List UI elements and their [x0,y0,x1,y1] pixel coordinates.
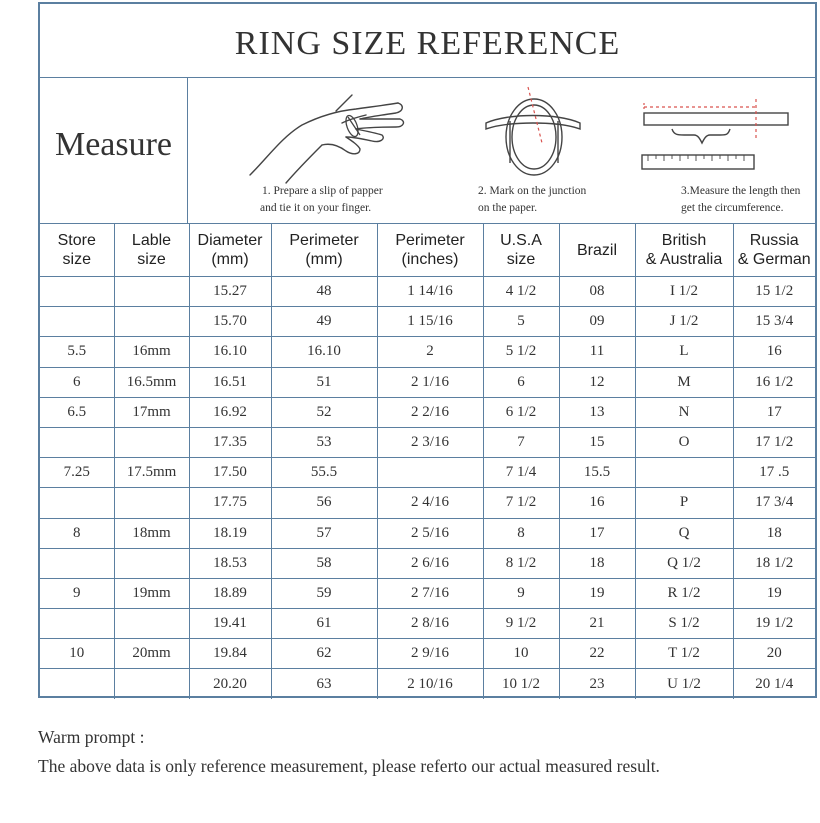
table-cell: 53 [271,427,377,457]
column-header-line-1: Russia [749,232,799,249]
step-3 [628,77,815,223]
step-3-caption-line-2: get the circumference. [681,202,784,214]
table-cell: 2 8/16 [377,609,483,639]
column-header [40,224,114,277]
table-cell: 18.89 [189,578,271,608]
column-header [635,224,733,277]
table-cell: P [635,488,733,518]
table-cell: 16 1/2 [733,367,815,397]
table-cell: 17 [559,518,635,548]
table-cell: 57 [271,518,377,548]
table-cell: N [635,397,733,427]
table-cell: 19.41 [189,609,271,639]
table-row [40,307,815,337]
column-header-line-2: (mm) [211,251,249,268]
table-cell: 18mm [114,518,189,548]
table-cell: 61 [271,609,377,639]
table-cell [114,427,189,457]
table-row [40,669,815,699]
table-cell [40,548,114,578]
table-cell: 21 [559,609,635,639]
table-cell [114,488,189,518]
table-cell: 55.5 [271,458,377,488]
table-cell: 20.20 [189,669,271,699]
table-cell: 20 [733,639,815,669]
table-cell: 9 [483,578,559,608]
table-cell: 16.51 [189,367,271,397]
table-cell: 17.75 [189,488,271,518]
column-header-line-2: & Australia [645,251,723,268]
table-cell: L [635,337,733,367]
table-cell [114,669,189,699]
table-cell: 17 .5 [733,458,815,488]
table-cell: U 1/2 [635,669,733,699]
table-row [40,337,815,367]
table-cell: 48 [271,277,377,307]
table-cell: M [635,367,733,397]
column-header [189,224,271,277]
table-cell: 17.35 [189,427,271,457]
table-cell: 7 1/4 [483,458,559,488]
size-table [40,224,815,699]
table-cell: 19 [559,578,635,608]
warm-prompt-heading: Warm prompt : [38,727,145,747]
column-header-line-1: Store [57,232,96,249]
table-cell: 09 [559,307,635,337]
column-header-line-2: size [62,251,91,268]
table-header-row [40,224,815,277]
column-header-line-1: Brazil [576,241,617,259]
table-cell [114,609,189,639]
table-cell [40,277,114,307]
table-cell: 7.25 [40,458,114,488]
column-header-line-1: British [661,232,707,249]
table-cell: 17 3/4 [733,488,815,518]
step-2-caption-line-1: 2. Mark on the junction [478,185,587,197]
table-cell: 49 [271,307,377,337]
column-header [377,224,483,277]
table-cell: 8 1/2 [483,548,559,578]
warm-prompt-text: The above data is only reference measurement, please referto our actual measured result. [38,756,660,776]
table-cell: 9 1/2 [483,609,559,639]
table-cell: 1 14/16 [377,277,483,307]
table-cell: 2 5/16 [377,518,483,548]
table-cell: 19 [733,578,815,608]
table-cell: 16.10 [271,337,377,367]
table-cell: 15 3/4 [733,307,815,337]
table-row [40,518,815,548]
column-header-line-1: Perimeter [289,232,359,249]
ring-size-chart [38,2,817,698]
table-cell: 4 1/2 [483,277,559,307]
column-header [483,224,559,277]
table-cell: Q 1/2 [635,548,733,578]
table-cell: 19 1/2 [733,609,815,639]
measure-instructions [40,77,815,224]
table-cell: 2 4/16 [377,488,483,518]
table-row [40,458,815,488]
table-cell: 17mm [114,397,189,427]
table-cell: 6.5 [40,397,114,427]
step-3-caption-line-1: 3.Measure the length then [681,185,801,197]
table-row [40,367,815,397]
table-row [40,488,815,518]
table-cell: 17.5mm [114,458,189,488]
table-cell: R 1/2 [635,578,733,608]
table-cell: Q [635,518,733,548]
table-cell: 2 7/16 [377,578,483,608]
table-cell: T 1/2 [635,639,733,669]
table-cell: 17 [733,397,815,427]
table-cell: 8 [40,518,114,548]
table-cell: 9 [40,578,114,608]
measure-label: Measure [40,77,188,223]
table-cell: 6 1/2 [483,397,559,427]
table-cell: 23 [559,669,635,699]
table-cell: 16.92 [189,397,271,427]
column-header-line-1: Perimeter [395,232,465,249]
table-cell: S 1/2 [635,609,733,639]
table-cell: 10 [40,639,114,669]
table-cell [114,307,189,337]
table-cell: 17.50 [189,458,271,488]
table-cell: 16 [733,337,815,367]
table-cell [377,458,483,488]
table-cell: 8 [483,518,559,548]
column-header-line-1: Lable [131,232,172,249]
table-cell: 5 1/2 [483,337,559,367]
column-header-line-2: (inches) [401,251,459,268]
table-cell: 13 [559,397,635,427]
table-cell: 2 10/16 [377,669,483,699]
table-cell: 19.84 [189,639,271,669]
table-cell: 19mm [114,578,189,608]
table-cell: 51 [271,367,377,397]
table-cell: 16.10 [189,337,271,367]
table-cell: 2 3/16 [377,427,483,457]
step-1 [190,77,428,223]
table-cell: 2 9/16 [377,639,483,669]
table-cell [114,277,189,307]
table-row [40,427,815,457]
table-cell: 5.5 [40,337,114,367]
table-cell: 6 [483,367,559,397]
step-1-caption-line-2: and tie it on your finger. [260,202,372,214]
table-cell [114,548,189,578]
table-cell: 2 [377,337,483,367]
table-cell: 22 [559,639,635,669]
table-cell: 58 [271,548,377,578]
step-2-caption-line-2: on the paper. [478,202,538,214]
table-row [40,639,815,669]
table-cell: 10 1/2 [483,669,559,699]
table-cell: J 1/2 [635,307,733,337]
table-row [40,609,815,639]
table-cell: 2 1/16 [377,367,483,397]
column-header [271,224,377,277]
table-cell: 15.70 [189,307,271,337]
table-row [40,548,815,578]
table-cell: 18 1/2 [733,548,815,578]
column-header-line-2: & German [737,251,811,268]
table-cell: 62 [271,639,377,669]
table-cell: 18.53 [189,548,271,578]
table-cell: 16 [559,488,635,518]
table-cell: 20 1/4 [733,669,815,699]
table-cell: 15 1/2 [733,277,815,307]
column-header [114,224,189,277]
table-cell [40,307,114,337]
table-cell: 15 [559,427,635,457]
table-cell: 08 [559,277,635,307]
table-cell: 18 [733,518,815,548]
table-cell: 18 [559,548,635,578]
table-cell: 18.19 [189,518,271,548]
table-cell: I 1/2 [635,277,733,307]
table-row [40,277,815,307]
column-header-line-2: size [506,251,536,268]
table-cell: 10 [483,639,559,669]
table-cell [40,669,114,699]
table-cell: 59 [271,578,377,608]
column-header [733,224,815,277]
table-cell: 15.5 [559,458,635,488]
table-cell: 17 1/2 [733,427,815,457]
table-cell [40,488,114,518]
table-cell: 16.5mm [114,367,189,397]
column-header [559,224,635,277]
table-row [40,578,815,608]
step-2 [428,77,628,223]
table-cell: 15.27 [189,277,271,307]
column-header-line-2: (mm) [305,251,343,268]
table-cell: 16mm [114,337,189,367]
chart-title: RING SIZE REFERENCE [40,4,815,78]
table-cell: 11 [559,337,635,367]
table-cell: 5 [483,307,559,337]
table-cell [635,458,733,488]
table-cell: 56 [271,488,377,518]
table-cell: 7 [483,427,559,457]
table-cell: 20mm [114,639,189,669]
table-cell: 12 [559,367,635,397]
table-cell: 7 1/2 [483,488,559,518]
column-header-line-1: Diameter [197,232,263,249]
table-cell [40,427,114,457]
table-cell: 63 [271,669,377,699]
table-cell: 6 [40,367,114,397]
table-cell: 2 6/16 [377,548,483,578]
table-cell: O [635,427,733,457]
step-1-caption-line-1: 1. Prepare a slip of papper [262,185,383,197]
column-header-line-1: U.S.A [500,232,542,249]
table-cell: 1 15/16 [377,307,483,337]
table-cell: 2 2/16 [377,397,483,427]
table-cell [40,609,114,639]
table-row [40,397,815,427]
column-header-line-2: size [137,251,166,268]
table-cell: 52 [271,397,377,427]
